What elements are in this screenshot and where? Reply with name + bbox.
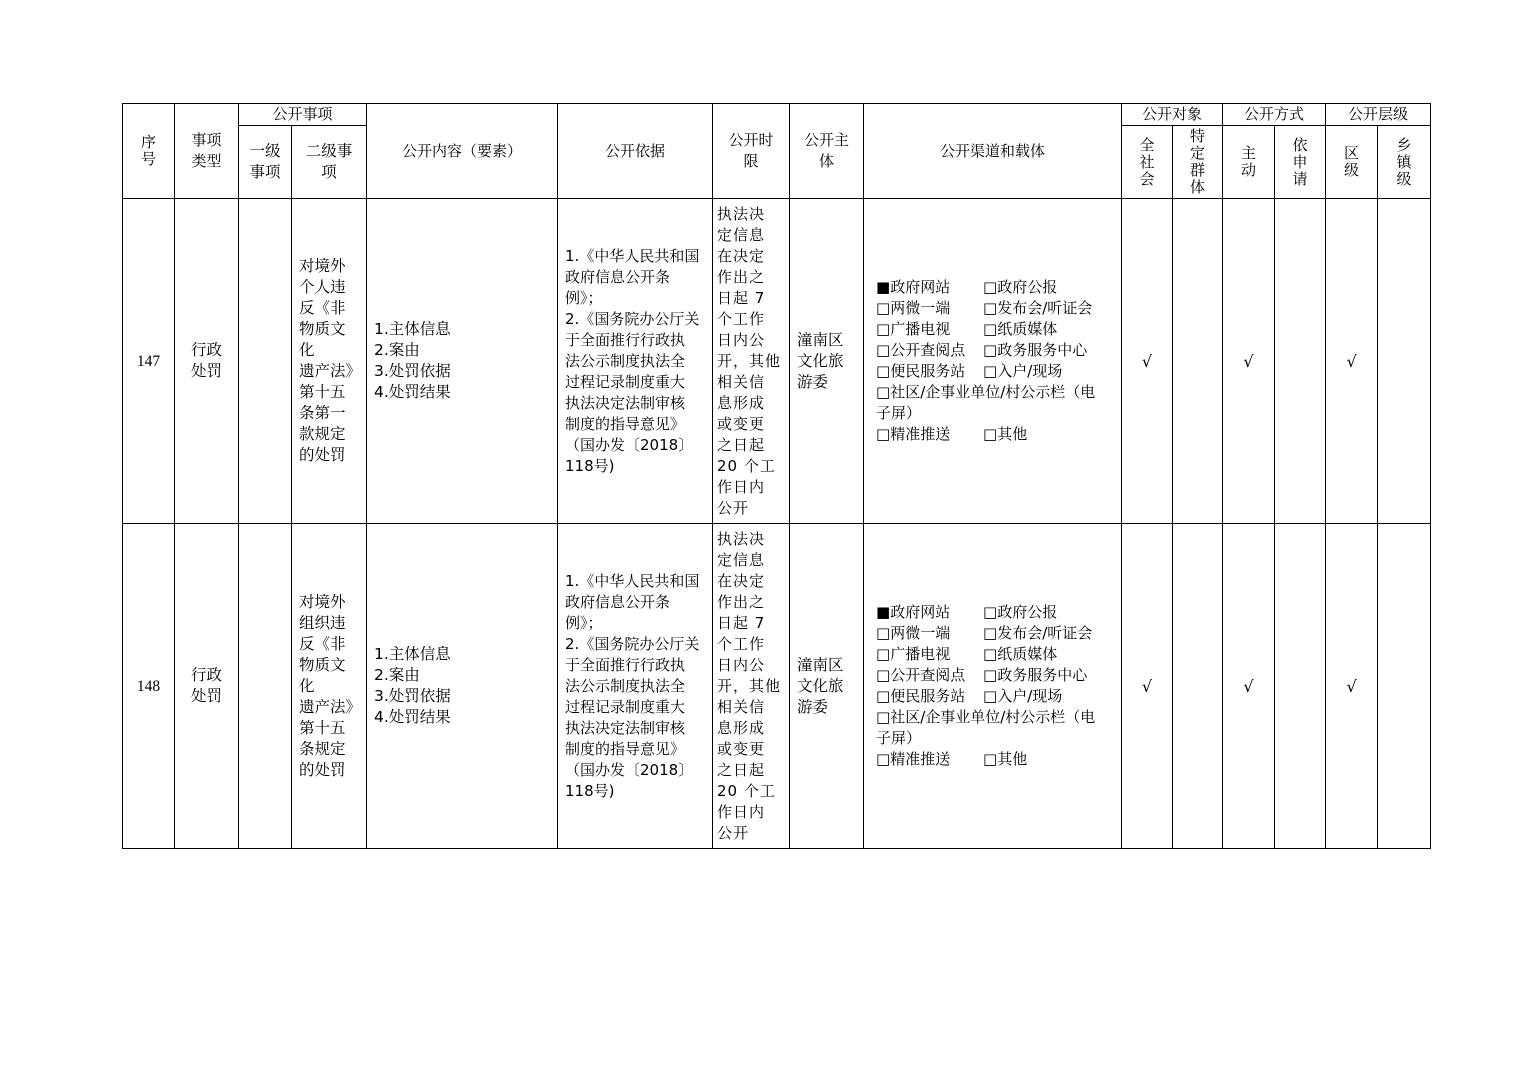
header-method: 公开方式 bbox=[1223, 104, 1326, 126]
row-level-town-check bbox=[1378, 199, 1431, 524]
channel-option: □发布会/听证会 bbox=[983, 299, 1093, 317]
row-target-all-check: √ bbox=[1122, 524, 1173, 849]
channel-option: □其他 bbox=[983, 425, 1028, 443]
channel-option: □广播电视 bbox=[876, 645, 951, 663]
header-row-top bbox=[123, 104, 1431, 126]
row-time-line: 日内公 bbox=[717, 655, 766, 674]
row-basis-line: 法公示制度执法全 bbox=[565, 676, 686, 695]
row-time-line: 相关信 bbox=[717, 372, 766, 391]
row-basis-line: 制度的指导意见》 bbox=[565, 739, 686, 758]
row-time-lines bbox=[717, 529, 785, 844]
row-subject-lines bbox=[797, 655, 856, 718]
header-level1: 一级事项 bbox=[239, 126, 292, 199]
channel-option: □入户/现场 bbox=[983, 362, 1063, 380]
row-subject-line: 文化旅 bbox=[797, 351, 844, 370]
row-target-all-check: √ bbox=[1122, 199, 1173, 524]
row-level1 bbox=[239, 199, 292, 524]
row-basis-line: 法公示制度执法全 bbox=[565, 351, 686, 370]
header-seq bbox=[123, 104, 175, 199]
row-type-lines bbox=[175, 665, 238, 707]
row-time-line: 作出之 bbox=[717, 267, 766, 286]
row-basis-line: 过程记录制度重大 bbox=[565, 372, 686, 391]
row-time-line: 日起 7 bbox=[717, 613, 766, 632]
row-method-apply-check bbox=[1275, 524, 1326, 849]
row-basis-line: 1.《中华人民共和国 bbox=[565, 571, 700, 590]
row-type-line: 处罚 bbox=[190, 687, 222, 705]
header-public-items: 公开事项 bbox=[239, 104, 367, 126]
row-time-line: 在决定 bbox=[717, 246, 766, 265]
row-basis-line: 政府信息公开条 bbox=[565, 592, 671, 611]
row-basis-line: 过程记录制度重大 bbox=[565, 697, 686, 716]
channel-option: □便民服务站 bbox=[876, 362, 966, 380]
row-content-lines bbox=[374, 644, 550, 728]
row-time-line: 执法决 bbox=[717, 529, 766, 548]
row-basis-lines bbox=[565, 246, 705, 477]
channel-option: □广播电视 bbox=[876, 320, 951, 338]
header-level: 公开层级 bbox=[1326, 104, 1431, 126]
row-basis-line: 于全面推行行政执 bbox=[565, 655, 686, 674]
row-time-line: 公开 bbox=[717, 823, 750, 842]
row-level2 bbox=[292, 524, 367, 849]
header-level2: 二级事项 bbox=[292, 126, 367, 199]
channel-option: □公开查阅点 bbox=[876, 666, 966, 684]
row-time-line: 公开 bbox=[717, 498, 750, 517]
row-basis-line: 执法决定法制审核 bbox=[565, 718, 686, 737]
row-time-line: 开，其他 bbox=[717, 676, 782, 695]
row-time-line: 或变更 bbox=[717, 414, 766, 433]
channel-option: □政府公报 bbox=[983, 278, 1058, 296]
header-target-all: 全社会 bbox=[1122, 126, 1173, 199]
row-content-line: 3.处罚依据 bbox=[374, 687, 451, 705]
row-subject bbox=[790, 199, 864, 524]
header-seq-text bbox=[123, 134, 174, 168]
row-target-specific-check bbox=[1173, 199, 1223, 524]
row-level2-line: 遗产法》第十五 bbox=[299, 697, 354, 737]
row-time-line: 息形成 bbox=[717, 718, 766, 737]
channel-option: □发布会/听证会 bbox=[983, 624, 1093, 642]
channel-option: □便民服务站 bbox=[876, 687, 966, 705]
row-level2-lines bbox=[299, 592, 359, 781]
row-level-district-check: √ bbox=[1326, 524, 1378, 849]
row-time-line: 日内公 bbox=[717, 330, 766, 349]
row-level2-line: 对境外个人违 bbox=[299, 257, 346, 296]
row-level2-lines bbox=[299, 256, 359, 466]
channel-last bbox=[876, 749, 1121, 770]
row-content-lines bbox=[374, 319, 550, 403]
row-time-line: 之日起 bbox=[717, 435, 766, 454]
row-type-lines bbox=[175, 340, 238, 382]
row-subject-lines bbox=[797, 330, 856, 393]
channel-option: ■政府网站 bbox=[876, 603, 951, 621]
row-subject-line: 游委 bbox=[797, 697, 829, 716]
row-level2 bbox=[292, 199, 367, 524]
row-seq: 147 bbox=[123, 199, 175, 524]
row-time-line: 执法决 bbox=[717, 204, 766, 223]
row-time-limit bbox=[713, 199, 790, 524]
row-time-line: 个工作 bbox=[717, 309, 766, 328]
header-basis: 公开依据 bbox=[558, 104, 713, 199]
row-subject-line: 游委 bbox=[797, 372, 829, 391]
row-method-active-check: √ bbox=[1223, 199, 1275, 524]
row-subject-line: 潼南区 bbox=[797, 330, 844, 349]
row-time-line: 或变更 bbox=[717, 739, 766, 758]
row-basis bbox=[558, 524, 713, 849]
row-basis-line: 2.《国务院办公厅关 bbox=[565, 309, 700, 328]
row-content bbox=[367, 199, 558, 524]
header-seq-char-2: 号 bbox=[140, 150, 156, 168]
row-subject-line: 文化旅 bbox=[797, 676, 844, 695]
row-time-lines bbox=[717, 204, 785, 519]
channel-option: □精准推送 bbox=[876, 750, 951, 768]
header-item-type: 事项类型 bbox=[175, 104, 239, 199]
table-row bbox=[123, 199, 1431, 524]
row-level2-line: 条规定的处罚 bbox=[299, 739, 346, 779]
channel-option: 子屏） bbox=[876, 729, 922, 747]
channel-option: □政务服务中心 bbox=[983, 666, 1088, 684]
header-level-district: 区级 bbox=[1326, 126, 1378, 199]
row-type-line: 行政 bbox=[190, 341, 222, 359]
row-basis-line: 118号) bbox=[565, 781, 615, 800]
channel-option: □精准推送 bbox=[876, 425, 951, 443]
row-type-line: 处罚 bbox=[190, 362, 222, 380]
channel-community bbox=[876, 707, 1121, 749]
row-level-district-check: √ bbox=[1326, 199, 1378, 524]
channel-options bbox=[876, 602, 1121, 707]
row-method-active-check: √ bbox=[1223, 524, 1275, 849]
header-subject: 公开主体 bbox=[790, 104, 864, 199]
row-time-line: 定信息 bbox=[717, 225, 766, 244]
row-content-line: 1.主体信息 bbox=[374, 320, 451, 338]
table-body bbox=[123, 199, 1431, 849]
table-row bbox=[123, 524, 1431, 849]
header-method-apply: 依申请 bbox=[1275, 126, 1326, 199]
row-time-line: 20 个工 bbox=[717, 456, 776, 475]
row-level2-line: 反《非物质文化 bbox=[299, 634, 346, 695]
row-time-line: 在决定 bbox=[717, 571, 766, 590]
row-basis-line: （国办发〔2018〕 bbox=[565, 760, 694, 779]
header-channels: 公开渠道和载体 bbox=[864, 104, 1122, 199]
row-content-line: 2.案由 bbox=[374, 666, 420, 684]
row-time-line: 日起 7 bbox=[717, 288, 766, 307]
row-time-line: 相关信 bbox=[717, 697, 766, 716]
row-target-specific-check bbox=[1173, 524, 1223, 849]
row-content-line: 4.处罚结果 bbox=[374, 708, 451, 726]
header-content: 公开内容（要素） bbox=[367, 104, 558, 199]
row-basis-line: 执法决定法制审核 bbox=[565, 393, 686, 412]
row-level2-line: 反《非物质文化 bbox=[299, 299, 346, 359]
channel-option: □纸质媒体 bbox=[983, 645, 1058, 663]
row-subject-line: 潼南区 bbox=[797, 655, 844, 674]
row-time-line: 息形成 bbox=[717, 393, 766, 412]
channel-option: □两微一端 bbox=[876, 299, 951, 317]
channel-option: □纸质媒体 bbox=[983, 320, 1058, 338]
row-type bbox=[175, 524, 239, 849]
disclosure-table bbox=[122, 103, 1431, 849]
row-level2-line: 条第一款规定 bbox=[299, 404, 346, 443]
row-subject bbox=[790, 524, 864, 849]
row-basis-line: （国办发〔2018〕 bbox=[565, 435, 694, 454]
row-time-line: 作日内 bbox=[717, 802, 766, 821]
channel-last bbox=[876, 424, 1121, 445]
channel-option: □其他 bbox=[983, 750, 1028, 768]
row-level2-line: 的处罚 bbox=[299, 446, 346, 464]
row-content-line: 1.主体信息 bbox=[374, 645, 451, 663]
row-type bbox=[175, 199, 239, 524]
channel-option: □政务服务中心 bbox=[983, 341, 1088, 359]
row-time-limit bbox=[713, 524, 790, 849]
row-time-line: 之日起 bbox=[717, 760, 766, 779]
row-content-line: 3.处罚依据 bbox=[374, 362, 451, 380]
row-time-line: 开，其他 bbox=[717, 351, 782, 370]
row-type-line: 行政 bbox=[190, 666, 222, 684]
row-basis bbox=[558, 199, 713, 524]
row-method-apply-check bbox=[1275, 199, 1326, 524]
row-basis-line: 于全面推行行政执 bbox=[565, 330, 686, 349]
header-method-active: 主动 bbox=[1223, 126, 1275, 199]
row-time-line: 20 个工 bbox=[717, 781, 776, 800]
row-basis-line: 例》； bbox=[565, 613, 603, 632]
row-basis-line: 118号) bbox=[565, 456, 615, 475]
row-seq: 148 bbox=[123, 524, 175, 849]
channel-community bbox=[876, 382, 1121, 424]
row-time-line: 定信息 bbox=[717, 550, 766, 569]
row-content bbox=[367, 524, 558, 849]
channel-option: □公开查阅点 bbox=[876, 341, 966, 359]
row-channels bbox=[864, 199, 1122, 524]
channel-option: □入户/现场 bbox=[983, 687, 1063, 705]
row-time-line: 作出之 bbox=[717, 592, 766, 611]
channel-options bbox=[876, 277, 1121, 382]
row-basis-line: 制度的指导意见》 bbox=[565, 414, 686, 433]
channel-option: □社区/企事业单位/村公示栏（电 bbox=[876, 383, 1096, 401]
header-seq-char-1: 序 bbox=[140, 133, 156, 151]
row-basis-lines bbox=[565, 571, 705, 802]
row-content-line: 2.案由 bbox=[374, 341, 420, 359]
row-level2-line: 遗产法》第十五 bbox=[299, 362, 354, 401]
row-time-line: 个工作 bbox=[717, 634, 766, 653]
header-target: 公开对象 bbox=[1122, 104, 1223, 126]
row-basis-line: 1.《中华人民共和国 bbox=[565, 246, 700, 265]
channel-option: □政府公报 bbox=[983, 603, 1058, 621]
row-level-town-check bbox=[1378, 524, 1431, 849]
row-basis-line: 2.《国务院办公厅关 bbox=[565, 634, 700, 653]
channel-option: □社区/企事业单位/村公示栏（电 bbox=[876, 708, 1096, 726]
row-basis-line: 例》； bbox=[565, 288, 603, 307]
row-level1 bbox=[239, 524, 292, 849]
row-level2-line: 对境外组织违 bbox=[299, 592, 346, 632]
header-time-limit: 公开时限 bbox=[713, 104, 790, 199]
row-time-line: 作日内 bbox=[717, 477, 766, 496]
header-target-specific: 特定群体 bbox=[1173, 126, 1223, 199]
header-level-town: 乡镇级 bbox=[1378, 126, 1431, 199]
row-basis-line: 政府信息公开条 bbox=[565, 267, 671, 286]
row-channels bbox=[864, 524, 1122, 849]
channel-option: □两微一端 bbox=[876, 624, 951, 642]
row-content-line: 4.处罚结果 bbox=[374, 383, 451, 401]
channel-option: 子屏） bbox=[876, 404, 922, 422]
channel-option: ■政府网站 bbox=[876, 278, 951, 296]
